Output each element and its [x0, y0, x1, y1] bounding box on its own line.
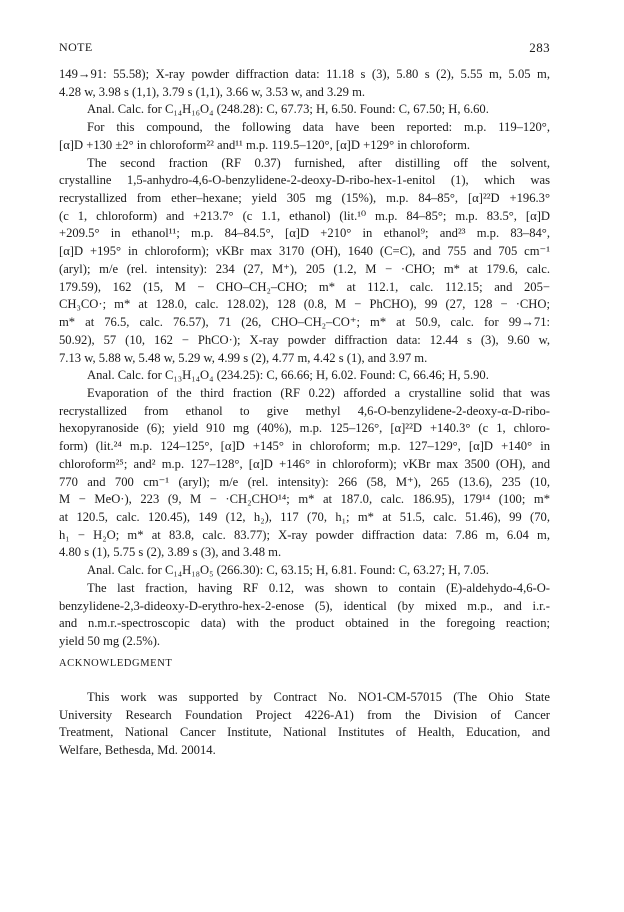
text-line: For this compound, the following data have been reported: m.p. 119–120°,	[87, 120, 550, 135]
acknowledgment-heading: ACKNOWLEDGMENT	[59, 658, 173, 669]
text-line: Welfare, Bethesda, Md. 20014.	[59, 743, 216, 758]
text-line: (c 1, chloroform) and +213.7° (c 1.1, ethanol) (lit.¹⁰ m.p. 84–85°; m.p. 83.5°, [α]D	[59, 208, 550, 223]
text-line: recrystallized from ethanol to give methyl 4,6-O-benzylidene-2-deoxy-α-D-ribo-	[59, 403, 550, 418]
text-line: 4.28 w, 3.98 s (1,1), 3.79 s (1,1), 3.66 w, 3.53 w, and 3.29 m.	[59, 84, 366, 99]
text-line: crystalline 1,5-anhydro-4,6-O-benzylidene-2-deoxy-D-ribo-hex-1-enitol (1), which was	[59, 173, 550, 188]
text-line: form) (lit.²⁴ m.p. 124–125°, [α]D +145° in chloroform; m.p. 127–129°, [α]D +140° in	[59, 439, 550, 454]
text-line: at 120.5, calc. 120.45), 149 (12, h₂), 117 (70, h₁; m* at 51.5, calc. 51.46), 99 (70,	[59, 509, 550, 524]
text-line: Anal. Calc. for C₁₄H₁₈O₅ (266.30): C, 63.15; H, 6.81. Found: C, 63.27; H, 7.05.	[87, 563, 489, 578]
text-line: Anal. Calc. for C₁₃H₁₄O₄ (234.25): C, 66.66; H, 6.02. Found: C, 66.46; H, 5.90.	[87, 368, 489, 383]
text-line: The second fraction (RF 0.37) furnished, after distilling off the solvent,	[87, 155, 550, 170]
text-line: CH₃CO·; m* at 128.0, calc. 128.02), 128 (0.8, M − PhCHO), 99 (27, 128 − ·CHO;	[59, 297, 550, 312]
text-line: chloroform²⁵; and² m.p. 127–128°, [α]D +146° in chloroform); νKBr max 3500 (OH), and	[59, 456, 550, 471]
text-line: yield 50 mg (2.5%).	[59, 634, 161, 648]
text-line: This work was supported by Contract No. NO1-CM-57015 (The Ohio State	[87, 690, 550, 704]
running-header	[59, 40, 550, 56]
page-number: 283	[529, 40, 550, 55]
text-line: Treatment, National Cancer Institute, National Institutes of Health, Education, and	[59, 725, 550, 740]
text-line: Anal. Calc. for C₁₄H₁₆O₄ (248.28): C, 67.73; H, 6.50. Found: C, 67.50; H, 6.60.	[87, 102, 489, 117]
text-line: M − MeO·), 223 (9, M − ·CH₂CHO¹⁴; m* at 187.0, calc. 186.95), 179¹⁴ (100; m*	[59, 492, 550, 507]
text-line: benzylidene-2,3-dideoxy-D-erythro-hex-2-enose (5), identical (by mixed m.p., and i.r.-	[59, 598, 550, 613]
text-line: 7.13 w, 5.88 w, 5.48 w, 5.29 w, 4.99 s (2), 4.77 m, 4.42 s (1), and 3.97 m.	[59, 350, 428, 365]
text-line: 50.92), 57 (10, 162 − PhCO·); X-ray powder diffraction data: 12.44 s (3), 9.60 w,	[59, 332, 550, 347]
text-line: Evaporation of the third fraction (RF 0.22) afforded a crystalline solid that was	[87, 385, 550, 400]
text-line: The last fraction, having RF 0.12, was shown to contain (E)-aldehydo-4,6-O-	[87, 580, 550, 595]
text-line: [α]D +130 ±2° in chloroform²² and¹¹ m.p. 119.5–120°, [α]D +129° in chloroform.	[59, 137, 471, 152]
text-line: and n.m.r.-spectroscopic data) with the product obtained in the foregoing reaction;	[59, 616, 550, 631]
text-line: 149→91: 55.58); X-ray powder diffraction data: 11.18 s (3), 5.80 s (2), 5.55 m, 5.05 m,	[59, 67, 550, 81]
text-line: University Research Foundation Project 4226-A1) from the Division of Cancer	[59, 707, 550, 722]
text-line: +209.5° in ethanol¹¹; m.p. 84–84.5°, [α]D +210° in ethanol⁹; and²³ m.p. 83–84°,	[59, 226, 550, 241]
text-line: m* at 76.5, calc. 76.57), 71 (26, CHO–CH₂–CO⁺; m* at 50.9, calc. for 99→71:	[59, 315, 550, 330]
text-line: 179.59), 162 (15, M − CHO–CH₂–CHO; m* at 112.1, calc. 112.15; and 205−	[59, 279, 550, 294]
text-line: 4.80 s (1), 5.75 s (2), 3.89 s (3), and 3.48 m.	[59, 545, 282, 560]
acknowledgment-text	[59, 689, 550, 760]
running-head: NOTE	[59, 40, 93, 54]
text-line: recrystallized from ether–hexane; yield 305 mg (15%), m.p. 84–85°, [α]²²D +196.3°	[59, 191, 550, 206]
text-line: hexopyranoside (6); yield 910 mg (40%), m.p. 125–126°, [α]²²D +140.3° (c 1, chloro-	[59, 421, 550, 436]
text-line: [α]D +195° in chloroform); νKBr max 3170 (OH), 1640 (C=C), and 755 and 705 cm⁻¹	[59, 244, 550, 259]
text-line: h₁ − H₂O; m* at 83.8, calc. 83.77); X-ray powder diffraction data: 7.86 m, 6.04 m,	[59, 527, 550, 542]
text-line: (aryl); m/e (rel. intensity): 234 (27, M⁺), 205 (1.2, M − ·CHO; m* at 179.6, calc.	[59, 261, 550, 276]
experimental-text	[59, 66, 550, 651]
text-line: 770 and 700 cm⁻¹ (aryl); m/e (rel. intensity): 266 (58, M⁺), 265 (13.6), 235 (10,	[59, 474, 550, 489]
